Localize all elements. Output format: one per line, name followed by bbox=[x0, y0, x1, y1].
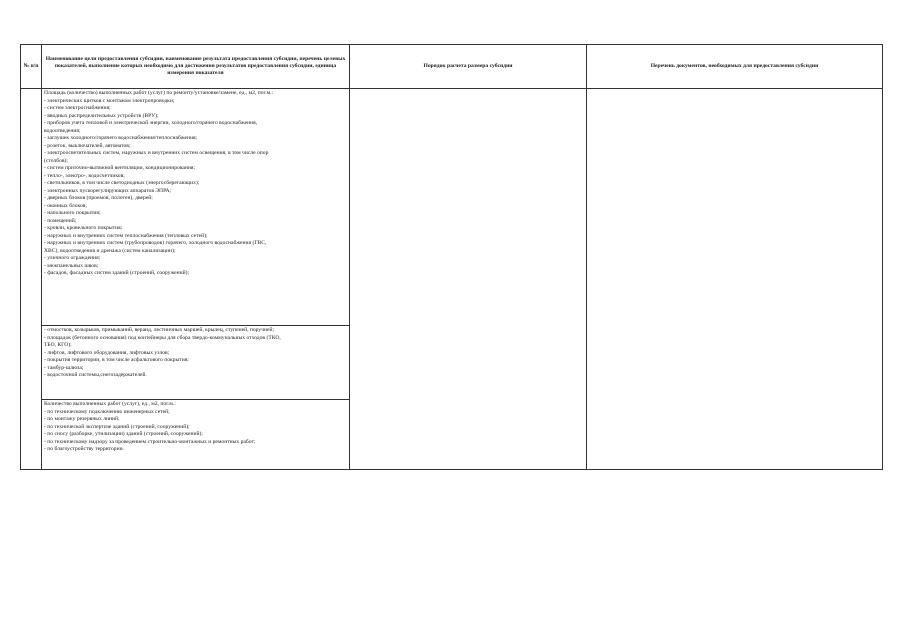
list-item: - по благоустройству территории. bbox=[44, 446, 124, 452]
list-item: - электронных пускорегулирующих аппаратов ЭПРА; bbox=[44, 187, 172, 194]
list-item: - покрытия территории, в том числе асфальтового покрытия; bbox=[44, 357, 189, 363]
list-item: - заглушек холодного/горячего водоснабжения/теплоснабжения; bbox=[44, 135, 198, 141]
header-calc: Порядок расчета размера субсидии bbox=[350, 45, 587, 89]
list-item: - по монтажу резервных линий; bbox=[44, 416, 120, 422]
header-goal: Наименование цели предоставления субсидии, наименование результата предоставления субсидии, перечень целевых показателей, выполнение которых необходимо для достижения результатов предоставления субсидии, единица измерения показателя bbox=[42, 45, 350, 89]
list-item: - дверных блоков (проемов, полотен), дверей; bbox=[44, 195, 153, 201]
num-cell bbox=[21, 89, 42, 470]
list-item: - межпанельных швов; bbox=[44, 262, 99, 269]
list-item: - по техническому надзору за проведением строительно-монтажных и ремонтных работ; bbox=[44, 438, 256, 445]
list-item: - по технической экспертизе зданий (строений, сооружений); bbox=[44, 423, 190, 430]
list-item: - помещений; bbox=[44, 217, 77, 224]
subsidy-table bbox=[20, 44, 883, 470]
list-item: - по техническому подключению инженерных сетей; bbox=[44, 408, 170, 415]
docs-cell bbox=[587, 89, 883, 470]
list-item: - электрических щитков с монтажом электропроводки; bbox=[44, 97, 175, 104]
list-item: (столбов); bbox=[44, 157, 68, 164]
list-item: ТБО, КГО); bbox=[44, 342, 72, 348]
list-item: - наружных и внутренних систем теплоснабжения (тепловых сетей); bbox=[44, 232, 208, 239]
list-item: - напольного покрытия; bbox=[44, 210, 101, 216]
list-item: - кровли, кровельного покрытия; bbox=[44, 225, 123, 231]
header-num: № п/п bbox=[21, 45, 42, 89]
body-row bbox=[21, 89, 883, 470]
list-item: - водосточной системы,снегозадержателей. bbox=[44, 372, 147, 378]
header-docs: Перечень документов, необходимых для предоставления субсидии bbox=[587, 45, 883, 89]
header-row bbox=[21, 45, 883, 89]
goal-block-structures bbox=[42, 326, 349, 400]
list-item: - оконных блоков; bbox=[44, 202, 87, 209]
list-item: Количество выполненных работ (услуг), ед., м2, пог.м.: bbox=[44, 401, 176, 407]
list-item: - систем приточно-вытяжной вентиляции, кондиционирования; bbox=[44, 165, 196, 171]
list-item: - фасадов, фасадных систем зданий (строений, сооружений); bbox=[44, 270, 190, 276]
goal-block-repairs bbox=[42, 89, 349, 326]
list-item: - по сносу (разборке, утилизации) зданий (строений, сооружений); bbox=[44, 431, 203, 437]
list-item: - тепло-, электро-, водосчетчиков; bbox=[44, 172, 125, 179]
list-item: - площадок (бетонного основания) под контейнеры для сбора твердо-коммунальных отходов (ТКО, bbox=[44, 334, 281, 341]
goal-cell bbox=[42, 89, 350, 470]
list-item: - лифтов, лифтового оборудования, лифтовых узлов; bbox=[44, 349, 170, 356]
list-item: - систем электроснабжения; bbox=[44, 105, 111, 111]
goal-block-services bbox=[42, 400, 349, 468]
list-item: - приборов учета тепловой и электрической энергии, холодного/горячего водоснабжения, bbox=[44, 120, 258, 126]
list-item: - уличного ограждения; bbox=[44, 255, 101, 261]
list-item: - светильников, в том числе светодиодных (энергосберегающих); bbox=[44, 180, 200, 186]
list-item: - наружных и внутренних систем (трубопроводов) горячего, холодного водоснабжения (ГВС, bbox=[44, 240, 267, 246]
list-item: ХВС), водоотведения и дренажа (систем канализации); bbox=[44, 247, 176, 254]
list-item: - розеток, выключателей, автоматов; bbox=[44, 142, 131, 149]
calc-cell bbox=[350, 89, 587, 470]
list-item: Площадь (количество) выполненных работ (услуг) по ремонту/установке/замене, ед., м2, пог.м.: bbox=[44, 90, 274, 96]
list-item: - электроосветительных систем, наружных и внутренних систем освещения, в том числе опор bbox=[44, 150, 269, 156]
list-item: - тамбур-шлюза; bbox=[44, 364, 84, 371]
list-item: - вводных распределительных устройств (ВРУ); bbox=[44, 112, 159, 119]
list-item: водоотведения; bbox=[44, 127, 81, 134]
list-item: - отмостков, козырьков, примыканий, веранд, лестничных маршей, крылец, ступеней, поручней; bbox=[44, 327, 275, 333]
